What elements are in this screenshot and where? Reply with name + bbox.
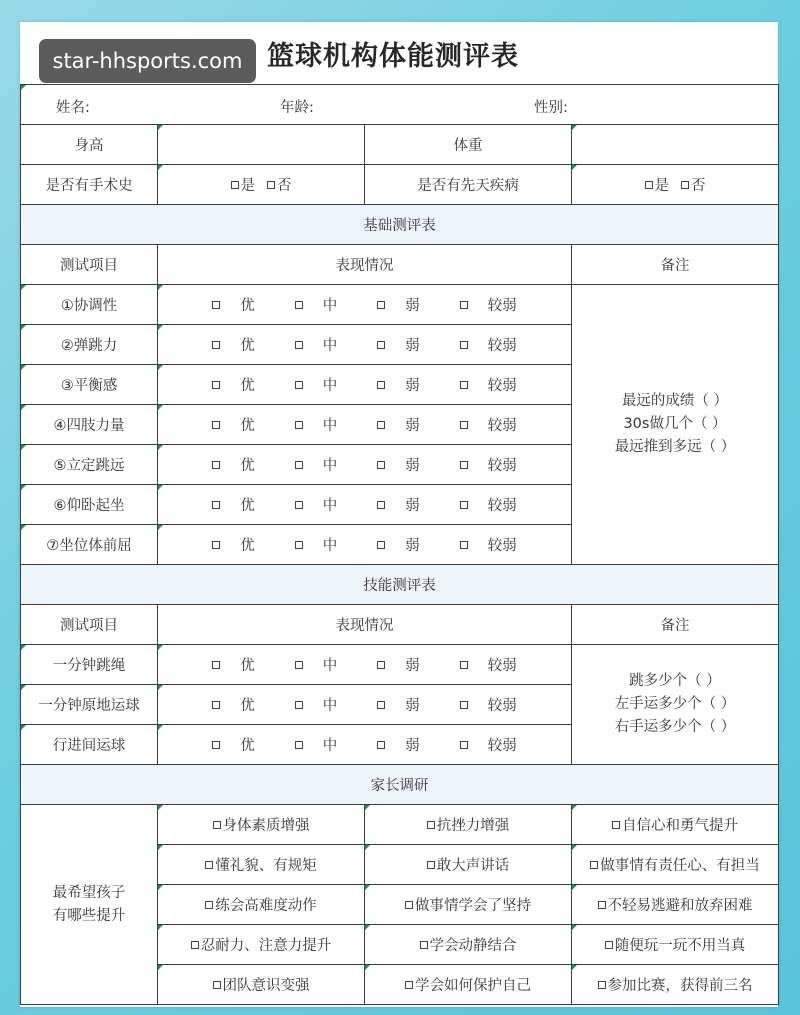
no-option[interactable] <box>267 178 292 194</box>
skill-test-row <box>21 645 779 685</box>
rating-option[interactable] <box>367 534 430 555</box>
no-label: 否 <box>691 178 706 194</box>
rating-option[interactable] <box>367 494 430 515</box>
checkbox-icon[interactable] <box>377 661 385 669</box>
rating-option[interactable] <box>367 294 430 315</box>
rating-option[interactable] <box>285 414 348 435</box>
checkbox-icon[interactable] <box>267 181 275 189</box>
rating-label: 优 <box>240 538 255 554</box>
survey-option[interactable] <box>572 845 779 885</box>
weight-label: 体重 <box>365 125 572 165</box>
info-row <box>21 85 779 125</box>
checkbox-icon[interactable] <box>295 461 303 469</box>
test-item-label: ⑦坐位体前屈 <box>21 525 158 565</box>
rating-label: 较弱 <box>487 338 517 354</box>
checkbox-icon[interactable] <box>460 701 468 709</box>
checkbox-icon[interactable] <box>295 741 303 749</box>
survey-option-label: 懂礼貌、有规矩 <box>215 858 317 874</box>
section-title-parent: 家长调研 <box>21 765 779 805</box>
rating-option[interactable] <box>285 374 348 395</box>
checkbox-icon[interactable] <box>377 381 385 389</box>
rating-option[interactable] <box>367 374 430 395</box>
question-line: 最希望孩子 <box>52 884 126 901</box>
rating-label: 中 <box>322 378 338 394</box>
survey-question <box>21 805 158 1005</box>
gender-label: 性别: <box>534 100 568 116</box>
yes-label: 是 <box>654 178 669 194</box>
checkbox-icon[interactable] <box>377 541 385 549</box>
rating-label: 弱 <box>405 458 420 474</box>
checkbox-icon[interactable] <box>212 381 220 389</box>
rating-options <box>158 405 572 445</box>
yes-option[interactable] <box>231 178 256 194</box>
height-label: 身高 <box>21 125 158 165</box>
rating-label: 中 <box>322 738 338 754</box>
checkbox-icon[interactable] <box>460 381 468 389</box>
rating-label: 较弱 <box>487 698 517 714</box>
checkbox-icon[interactable] <box>460 661 468 669</box>
note-line: 最远的成绩（ ） <box>621 393 729 409</box>
checkbox-icon[interactable] <box>212 341 220 349</box>
checkbox-icon[interactable] <box>377 501 385 509</box>
rating-label: 弱 <box>405 298 420 314</box>
checkbox-icon[interactable] <box>295 661 303 669</box>
checkbox-icon[interactable] <box>295 541 303 549</box>
checkbox-icon[interactable] <box>612 821 620 829</box>
section-basic <box>21 205 779 245</box>
checkbox-icon[interactable] <box>212 701 220 709</box>
rating-option[interactable] <box>367 694 430 715</box>
survey-option[interactable] <box>158 925 365 965</box>
rating-label: 弱 <box>405 658 420 674</box>
survey-option-label: 做事情有责任心、有担当 <box>600 858 760 874</box>
checkbox-icon[interactable] <box>231 181 239 189</box>
checkbox-icon[interactable] <box>212 541 220 549</box>
checkbox-icon[interactable] <box>460 421 468 429</box>
survey-option-label: 参加比赛，获得前三名 <box>607 978 753 994</box>
rating-option[interactable] <box>450 534 527 555</box>
rating-label: 优 <box>240 418 255 434</box>
checkbox-icon[interactable] <box>645 181 653 189</box>
checkbox-icon[interactable] <box>460 461 468 469</box>
skill-header-row <box>21 605 779 645</box>
note-line: 30s做几个（ ） <box>623 416 727 432</box>
survey-option-label: 自信心和勇气提升 <box>622 818 738 834</box>
rating-option[interactable] <box>367 734 430 755</box>
section-parent <box>21 765 779 805</box>
rating-option[interactable] <box>450 734 527 755</box>
checkbox-icon[interactable] <box>460 541 468 549</box>
checkbox-icon[interactable] <box>295 341 303 349</box>
checkbox-icon[interactable] <box>295 421 303 429</box>
rating-label: 较弱 <box>487 298 517 314</box>
rating-option[interactable] <box>285 454 348 475</box>
rating-option[interactable] <box>367 454 430 475</box>
checkbox-icon[interactable] <box>681 181 689 189</box>
history-row <box>21 165 779 205</box>
rating-option[interactable] <box>285 694 348 715</box>
watermark: star-hhsports.com <box>39 39 256 83</box>
rating-option[interactable] <box>450 414 527 435</box>
col-note-header: 备注 <box>572 245 779 285</box>
rating-option[interactable] <box>367 414 430 435</box>
rating-option[interactable] <box>202 534 265 555</box>
basic-header-row <box>21 245 779 285</box>
checkbox-icon[interactable] <box>295 301 303 309</box>
rating-label: 弱 <box>405 538 420 554</box>
checkbox-icon[interactable] <box>377 701 385 709</box>
checkbox-icon[interactable] <box>377 341 385 349</box>
rating-label: 较弱 <box>487 378 517 394</box>
checkbox-icon[interactable] <box>598 901 606 909</box>
survey-option-label: 练会高难度动作 <box>215 898 317 914</box>
rating-label: 优 <box>240 298 255 314</box>
checkbox-icon[interactable] <box>405 901 413 909</box>
rating-option[interactable] <box>367 334 430 355</box>
survey-option[interactable] <box>572 965 779 1005</box>
survey-option-label: 学会动静结合 <box>429 938 517 954</box>
checkbox-icon[interactable] <box>212 421 220 429</box>
rating-label: 弱 <box>405 738 420 754</box>
survey-option-label: 做事情学会了坚持 <box>415 898 531 914</box>
checkbox-icon[interactable] <box>377 301 385 309</box>
rating-option[interactable] <box>202 654 265 675</box>
checkbox-icon[interactable] <box>460 341 468 349</box>
rating-option[interactable] <box>450 654 527 675</box>
survey-option-label: 不轻易逃避和放弃困难 <box>607 898 753 914</box>
rating-option[interactable] <box>285 494 348 515</box>
rating-option[interactable] <box>450 494 527 515</box>
rating-label: 中 <box>322 658 338 674</box>
rating-label: 优 <box>240 458 255 474</box>
survey-option-label: 随便玩一玩不用当真 <box>614 938 746 954</box>
checkbox-icon[interactable] <box>212 461 220 469</box>
rating-option[interactable] <box>367 654 430 675</box>
rating-label: 中 <box>322 698 338 714</box>
checkbox-icon[interactable] <box>405 981 413 989</box>
checkbox-icon[interactable] <box>598 981 606 989</box>
test-item-label: ⑥仰卧起坐 <box>21 485 158 525</box>
rating-label: 弱 <box>405 338 420 354</box>
checkbox-icon[interactable] <box>212 661 220 669</box>
survey-option[interactable] <box>365 965 572 1005</box>
rating-option[interactable] <box>285 334 348 355</box>
height-weight-row <box>21 125 779 165</box>
congenital-label: 是否有先天疾病 <box>365 165 572 205</box>
checkbox-icon[interactable] <box>420 941 428 949</box>
rating-options <box>158 285 572 325</box>
checkbox-icon[interactable] <box>295 381 303 389</box>
yes-option[interactable] <box>645 178 670 194</box>
checkbox-icon[interactable] <box>377 741 385 749</box>
section-title-basic: 基础测评表 <box>21 205 779 245</box>
assessment-form <box>20 22 778 1007</box>
checkbox-icon[interactable] <box>213 981 221 989</box>
survey-option-label: 身体素质增强 <box>222 818 310 834</box>
yes-label: 是 <box>240 178 255 194</box>
rating-options <box>158 525 572 565</box>
form-table <box>20 84 779 1005</box>
rating-label: 中 <box>322 338 338 354</box>
rating-label: 弱 <box>405 378 420 394</box>
rating-label: 中 <box>322 458 338 474</box>
rating-options <box>158 485 572 525</box>
note-line: 左手运多少个（ ） <box>614 696 736 712</box>
rating-option[interactable] <box>450 374 527 395</box>
rating-option[interactable] <box>202 334 265 355</box>
rating-label: 弱 <box>405 698 420 714</box>
question-line: 有哪些提升 <box>52 907 126 924</box>
rating-options <box>158 725 572 765</box>
col-item-header: 测试项目 <box>21 605 158 645</box>
name-label: 姓名: <box>56 100 90 116</box>
rating-options <box>158 325 572 365</box>
checkbox-icon[interactable] <box>590 861 598 869</box>
survey-option[interactable] <box>158 965 365 1005</box>
section-title-skill: 技能测评表 <box>21 565 779 605</box>
survey-option-label: 学会如何保护自己 <box>415 978 531 994</box>
no-label: 否 <box>277 178 292 194</box>
rating-option[interactable] <box>450 454 527 475</box>
survey-option[interactable] <box>158 805 365 845</box>
survey-option[interactable] <box>365 925 572 965</box>
survey-option[interactable] <box>158 845 365 885</box>
checkbox-icon[interactable] <box>212 301 220 309</box>
survey-option[interactable] <box>572 805 779 845</box>
height-input[interactable] <box>158 125 365 165</box>
survey-option[interactable] <box>365 885 572 925</box>
checkbox-icon[interactable] <box>460 741 468 749</box>
checkbox-icon[interactable] <box>213 821 221 829</box>
rating-label: 优 <box>240 378 255 394</box>
survey-option[interactable] <box>572 885 779 925</box>
survey-option[interactable] <box>365 805 572 845</box>
rating-label: 较弱 <box>487 738 517 754</box>
document-title: 篮球机构体能测评表 <box>267 41 519 72</box>
col-perf-header: 表现情况 <box>158 245 572 285</box>
test-item-label: ④四肢力量 <box>21 405 158 445</box>
section-skill <box>21 565 779 605</box>
survey-option[interactable] <box>572 925 779 965</box>
checkbox-icon[interactable] <box>377 421 385 429</box>
survey-option-label: 抗挫力增强 <box>436 818 510 834</box>
congenital-options <box>572 165 779 205</box>
checkbox-icon[interactable] <box>295 701 303 709</box>
rating-label: 较弱 <box>487 498 517 514</box>
checkbox-icon[interactable] <box>377 461 385 469</box>
rating-option[interactable] <box>202 734 265 755</box>
rating-option[interactable] <box>450 334 527 355</box>
rating-options <box>158 365 572 405</box>
rating-option[interactable] <box>285 534 348 555</box>
rating-option[interactable] <box>202 294 265 315</box>
rating-label: 中 <box>322 498 338 514</box>
test-item-label: ⑤立定跳远 <box>21 445 158 485</box>
test-item-label: 一分钟原地运球 <box>21 685 158 725</box>
survey-option-label: 敢大声讲话 <box>436 858 510 874</box>
rating-options <box>158 645 572 685</box>
rating-label: 较弱 <box>487 538 517 554</box>
checkbox-icon[interactable] <box>295 501 303 509</box>
rating-label: 优 <box>240 498 255 514</box>
rating-option[interactable] <box>285 734 348 755</box>
rating-label: 优 <box>240 738 255 754</box>
surgery-label: 是否有手术史 <box>21 165 158 205</box>
surgery-options <box>158 165 365 205</box>
no-option[interactable] <box>681 178 706 194</box>
checkbox-icon[interactable] <box>205 901 213 909</box>
note-line: 最远推到多远（ ） <box>614 439 736 455</box>
survey-option-label: 忍耐力、注意力提升 <box>200 938 332 954</box>
rating-label: 优 <box>240 698 255 714</box>
rating-label: 中 <box>322 298 338 314</box>
checkbox-icon[interactable] <box>191 941 199 949</box>
rating-label: 较弱 <box>487 418 517 434</box>
checkbox-icon[interactable] <box>427 861 435 869</box>
survey-option[interactable] <box>365 845 572 885</box>
col-note-header: 备注 <box>572 605 779 645</box>
test-item-label: ③平衡感 <box>21 365 158 405</box>
checkbox-icon[interactable] <box>427 821 435 829</box>
col-item-header: 测试项目 <box>21 245 158 285</box>
rating-option[interactable] <box>202 374 265 395</box>
rating-label: 中 <box>322 418 338 434</box>
rating-option[interactable] <box>285 294 348 315</box>
rating-option[interactable] <box>202 454 265 475</box>
checkbox-icon[interactable] <box>605 941 613 949</box>
basic-note-cell <box>572 285 779 565</box>
checkbox-icon[interactable] <box>205 861 213 869</box>
info-cell <box>21 85 779 125</box>
checkbox-icon[interactable] <box>212 501 220 509</box>
col-perf-header: 表现情况 <box>158 605 572 645</box>
rating-option[interactable] <box>202 414 265 435</box>
survey-option[interactable] <box>158 885 365 925</box>
rating-options <box>158 445 572 485</box>
survey-row <box>21 805 779 845</box>
rating-option[interactable] <box>450 294 527 315</box>
note-line: 右手运多少个（ ） <box>614 719 736 735</box>
checkbox-icon[interactable] <box>460 501 468 509</box>
rating-label: 弱 <box>405 418 420 434</box>
checkbox-icon[interactable] <box>212 741 220 749</box>
rating-label: 优 <box>240 338 255 354</box>
note-line: 跳多少个（ ） <box>629 673 721 689</box>
rating-label: 中 <box>322 538 338 554</box>
checkbox-icon[interactable] <box>460 301 468 309</box>
rating-label: 较弱 <box>487 658 517 674</box>
rating-option[interactable] <box>450 694 527 715</box>
survey-option-label: 团队意识变强 <box>222 978 310 994</box>
test-item-label: ②弹跳力 <box>21 325 158 365</box>
age-label: 年龄: <box>280 100 314 116</box>
basic-test-row <box>21 285 779 325</box>
weight-input[interactable] <box>572 125 779 165</box>
rating-option[interactable] <box>285 654 348 675</box>
test-item-label: 行进间运球 <box>21 725 158 765</box>
rating-option[interactable] <box>202 694 265 715</box>
rating-label: 较弱 <box>487 458 517 474</box>
rating-label: 优 <box>240 658 255 674</box>
test-item-label: 一分钟跳绳 <box>21 645 158 685</box>
rating-label: 弱 <box>405 498 420 514</box>
test-item-label: ①协调性 <box>21 285 158 325</box>
skill-note-cell <box>572 645 779 765</box>
rating-options <box>158 685 572 725</box>
rating-option[interactable] <box>202 494 265 515</box>
